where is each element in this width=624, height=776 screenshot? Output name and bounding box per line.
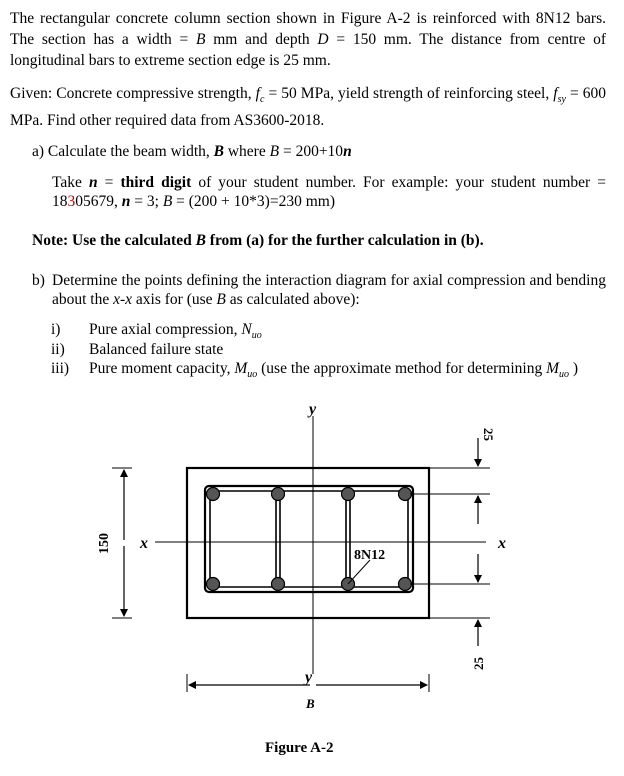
- take-text-2: =: [97, 174, 121, 191]
- depth-label: 150: [97, 533, 112, 554]
- subitem-3-rest: (use the approximate method for determining: [257, 360, 547, 377]
- take-bold: third digit: [120, 174, 192, 191]
- bar-label: 8N12: [354, 548, 386, 563]
- given-prefix: Given: Concrete compressive strength,: [10, 85, 256, 102]
- question-a-text: Calculate the beam width,: [44, 143, 214, 160]
- rebar-top-4: [399, 488, 412, 501]
- figure-caption: Figure A-2: [265, 740, 334, 756]
- width-variable: B: [196, 31, 206, 48]
- question-a-formula-var: B: [269, 143, 280, 160]
- student-number-suffix: 05679,: [75, 193, 122, 210]
- y-axis-top-label: y: [309, 401, 317, 418]
- rebar-top-2: [272, 488, 285, 501]
- subitem-3-symbol-2: M: [546, 360, 560, 377]
- take-text-4: = 3;: [130, 193, 163, 210]
- width-label: B: [306, 696, 315, 711]
- rebar-top-3: [342, 488, 355, 501]
- rebar-bottom-4: [399, 578, 412, 591]
- question-a-n: n: [343, 143, 352, 160]
- question-a-var: B: [213, 143, 224, 160]
- take-instruction: [52, 173, 606, 211]
- student-number-prefix: 18: [52, 193, 68, 210]
- question-b-text-1: Determine the points defining the interaction diagram for axial compression and bending about the: [52, 272, 606, 308]
- subitem-3-number: iii): [51, 360, 70, 377]
- question-b-text-2: axis for (use: [132, 291, 217, 308]
- intro-text-1: The rectangular concrete column section shown in Figure A-2 is reinforced with 8N12 bars. The section has a width =: [10, 10, 606, 48]
- cover-bottom-label: 25: [471, 657, 486, 670]
- outer-tie: [205, 486, 413, 592]
- take-b: B: [162, 193, 173, 210]
- subitem-3-subscript: uo: [247, 369, 258, 381]
- note: [32, 232, 484, 250]
- question-b-text-3: as calculated above):: [225, 291, 360, 308]
- x-axis-right-label: x: [498, 535, 506, 552]
- note-text-1: Note: Use the calculated: [32, 232, 196, 249]
- x-axis-left-label: x: [140, 535, 148, 552]
- subitem-1-text: Pure axial compression,: [89, 321, 242, 338]
- cover-top-label: 25: [481, 428, 496, 441]
- subitem-1-symbol: N: [241, 321, 252, 338]
- subitem-2-text: Balanced failure state: [89, 341, 224, 358]
- take-text-3: of your student number. For example: your student number =: [191, 174, 606, 191]
- subitem-1-subscript: uo: [251, 330, 262, 342]
- depth-variable: D: [317, 31, 329, 48]
- subitem-3-rest-2: ): [569, 360, 579, 377]
- fc-symbol: f: [255, 85, 260, 102]
- fsy-value: = 600 MPa. Find other required data from AS3600-2018.: [10, 85, 607, 130]
- subitem-3-symbol: M: [234, 360, 248, 377]
- rebar-bottom-1: [207, 578, 220, 591]
- take-n-2: n: [121, 193, 131, 210]
- inner-tie-left: [210, 491, 276, 587]
- fsy-subscript: sy: [557, 94, 566, 106]
- given-paragraph: [10, 83, 606, 131]
- take-n: n: [88, 174, 98, 191]
- note-text-2: from (a) for the further calculation in (b).: [205, 232, 484, 249]
- intro-text-3: = 150 mm. The distance from centre of longitudinal bars to extreme section edge is 25 mm.: [10, 31, 606, 69]
- question-b-var: B: [216, 291, 226, 308]
- question-b-text: [52, 271, 606, 309]
- fc-value: = 50 MPa, yield strength of reinforcing steel,: [264, 85, 554, 102]
- question-a-label: a): [32, 143, 45, 160]
- fsy-symbol: f: [553, 85, 558, 102]
- bar-label-leader: [348, 560, 370, 584]
- question-a: [32, 143, 352, 161]
- question-a-formula: = 200+10: [279, 143, 344, 160]
- rebar-bottom-2: [272, 578, 285, 591]
- intro-paragraph: [10, 8, 606, 71]
- subitem-3-text: Pure moment capacity,: [89, 360, 235, 377]
- subitem-1-number: i): [51, 321, 61, 338]
- subitem-2: [51, 340, 223, 359]
- student-number-highlight: 3: [67, 193, 76, 210]
- question-b-axis: x-x: [113, 291, 133, 308]
- rebar-top-1: [207, 488, 220, 501]
- subitem-3: [51, 359, 578, 384]
- question-b-label: b): [32, 272, 45, 289]
- question-b: [32, 271, 606, 309]
- subitem-2-number: ii): [51, 341, 65, 358]
- subitem-3-subscript-2: uo: [559, 369, 570, 381]
- question-a-where: where: [223, 143, 270, 160]
- fc-subscript: c: [259, 94, 265, 106]
- y-axis-bottom-label: y: [305, 669, 313, 686]
- intro-text-2: mm and depth: [205, 31, 318, 48]
- take-text-1: Take: [52, 174, 89, 191]
- note-b: B: [195, 232, 206, 249]
- take-text-5: = (200 + 10*3)=230 mm): [172, 193, 335, 210]
- figure-a2: [0, 390, 624, 740]
